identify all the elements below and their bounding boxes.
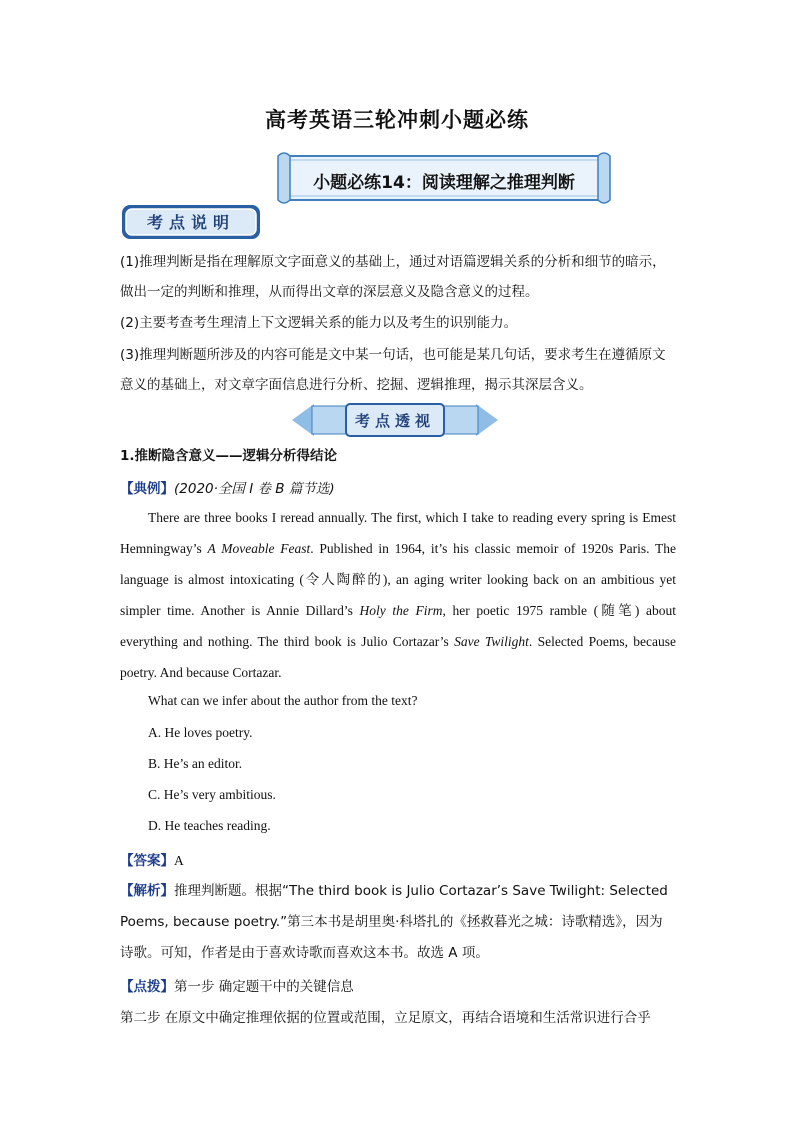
kaodian-toushi-badge [292, 400, 498, 440]
passage-seg-3: , her poetic 1975 ramble (随笔) about everything and nothing. The third book is Julio Cortazar’s [120, 603, 676, 649]
answer-value: A [174, 853, 184, 868]
book-title-3: Save Twilight [454, 634, 529, 649]
answer-line [120, 845, 676, 877]
document-title: 高考英语三轮冲刺小题必练 [265, 108, 529, 132]
reading-passage [120, 502, 676, 688]
option-d: D. He teaches reading. [148, 818, 271, 833]
example-line [120, 474, 676, 505]
example-label: 【典例】 [120, 481, 174, 497]
analysis-block [120, 876, 676, 969]
question: What can we infer about the author from the text? [148, 693, 418, 708]
option-b: B. He’s an editor. [148, 756, 243, 771]
example-source: (2020·全国 I 卷 B 篇节选) [174, 481, 335, 497]
tip-label: 【点拨】 [120, 979, 174, 995]
option-c: C. He’s very ambitious. [148, 787, 276, 802]
passage-seg-4: . Selected Poems, because poetry. And because Cortazar. [120, 634, 677, 680]
answer-label: 【答案】 [120, 853, 174, 869]
point-3: (3)推理判断题所涉及的内容可能是文中某一句话，也可能是某几句话，要求考生在遵循原文意义的基础上，对文章字面信息进行分析、挖掘、逻辑推理，揭示其深层含义。 [120, 347, 666, 393]
tip-line [120, 972, 676, 1003]
badge2-text: 考点透视 [354, 412, 436, 430]
banner-title: 小题必练14：阅读理解之推理判断 [313, 173, 575, 193]
option-a: A. He loves poetry. [148, 725, 253, 740]
step-two-line: 第二步 在原文中确定推理依据的位置或范围，立足原文，再结合语境和生活常识进行合乎 [120, 1010, 651, 1026]
tip-text: 第一步 确定题干中的关键信息 [174, 979, 354, 995]
passage-seg-2: . Published in 1964, it’s his classic memoir of 1920s Paris. The language is almost intoxicating (令人陶醉的), an aging writer looking back on an ambitious yet simpler time. Another is Annie Dillard’s [120, 541, 677, 618]
section-heading: 1.推断隐含意义——逻辑分析得结论 [120, 448, 338, 464]
kaodian-shuoming-badge [120, 203, 262, 241]
point-1: (1)推理判断是指在理解原文字面意义的基础上，通过对语篇逻辑关系的分析和细节的暗示，做出一定的判断和推理，从而得出文章的深层意义及隐含意义的过程。 [120, 254, 666, 300]
analysis-label: 【解析】 [120, 883, 174, 899]
analysis-text: 推理判断题。根据“The third book is Julio Cortazar’s Save Twilight: Selected Poems, because poetry.”第三本书是胡里奥·科塔扎的《拯救暮光之城：诗歌精选》，因为诗歌。可知，作者是由于喜欢诗歌而喜欢这本书。故选 A 项。 [120, 883, 668, 961]
point-2: (2)主要考查考生理清上下文逻辑关系的能力以及考生的识别能力。 [120, 315, 518, 331]
book-title-1: A Moveable Feast [207, 541, 311, 556]
badge1-text: 考点说明 [146, 213, 236, 232]
passage-seg-1: There are three books I reread annually. The first, which I take to reading every spring is Emest Hemningway’s [120, 510, 676, 556]
book-title-2: Holy the Firm [359, 603, 443, 618]
